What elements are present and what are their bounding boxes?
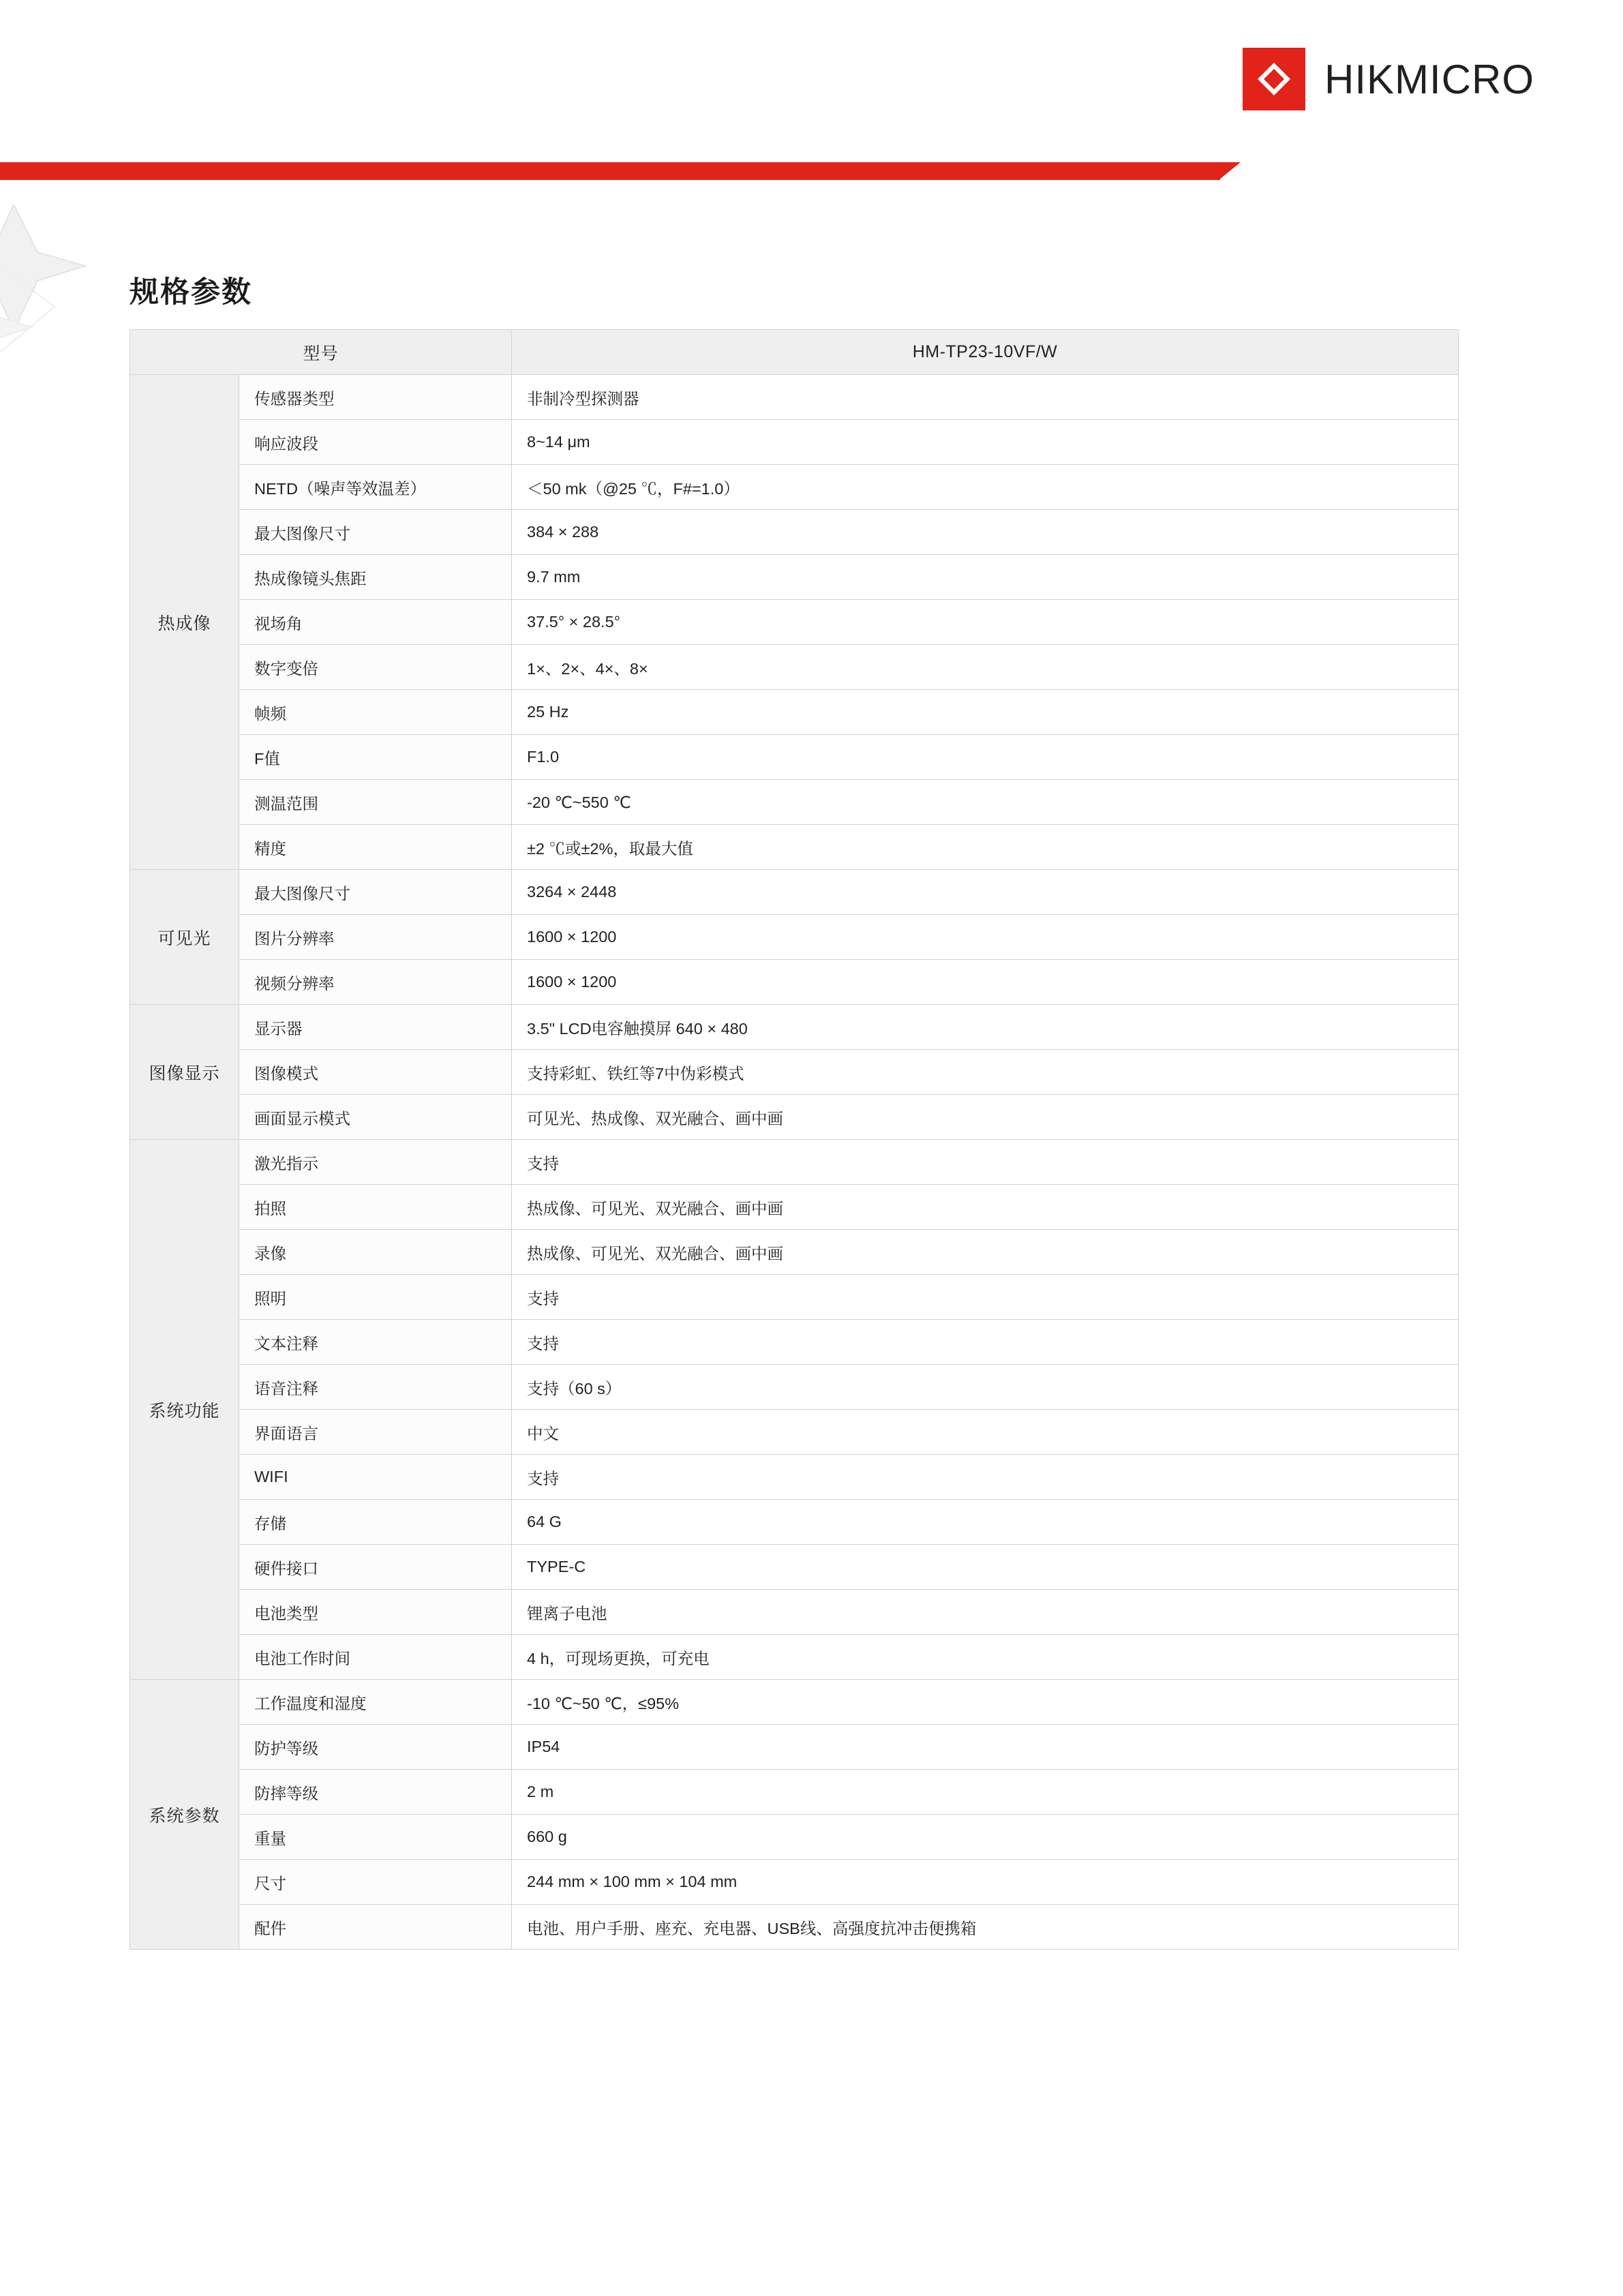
parameter-name: F值 [239,735,512,780]
table-row [130,645,1459,690]
parameter-name: 电池工作时间 [239,1635,512,1680]
parameter-name: 防摔等级 [239,1770,512,1815]
table-row [130,1815,1459,1860]
parameter-name: 文本注释 [239,1320,512,1365]
table-row [130,1545,1459,1590]
parameter-name: 最大图像尺寸 [239,870,512,915]
table-row [130,1185,1459,1230]
parameter-value: 2 m [512,1770,1459,1815]
parameter-name: 尺寸 [239,1860,512,1905]
parameter-value: ±2 ℃或±2%，取最大值 [512,825,1459,870]
table-row [130,780,1459,825]
table-row [130,1455,1459,1500]
table-row [130,1725,1459,1770]
table-row [130,1410,1459,1455]
parameter-value: TYPE-C [512,1545,1459,1590]
brand-logo [1243,48,1534,110]
table-row [130,1050,1459,1095]
parameter-value: 4 h，可现场更换，可充电 [512,1635,1459,1680]
parameter-value: 8~14 μm [512,420,1459,465]
star-watermark [0,205,130,409]
parameter-name: 数字变倍 [239,645,512,690]
parameter-value: 9.7 mm [512,555,1459,600]
table-row [130,1095,1459,1140]
parameter-value: 3264 × 2448 [512,870,1459,915]
table-row [130,1275,1459,1320]
parameter-value: 非制冷型探测器 [512,375,1459,420]
parameter-value: 37.5° × 28.5° [512,600,1459,645]
parameter-name: 传感器类型 [239,375,512,420]
parameter-name: 拍照 [239,1185,512,1230]
table-row [130,1680,1459,1725]
parameter-name: 视场角 [239,600,512,645]
parameter-value: IP54 [512,1725,1459,1770]
parameter-value: 支持 [512,1455,1459,1500]
table-row [130,735,1459,780]
brand-name: HIKMICRO [1324,56,1534,102]
parameter-name: 显示器 [239,1005,512,1050]
header-red-bar-tail [1219,162,1241,180]
table-row [130,1230,1459,1275]
group-label: 图像显示 [130,1005,239,1140]
parameter-name: 电池类型 [239,1590,512,1635]
table-row [130,1365,1459,1410]
parameter-value: -20 ℃~550 ℃ [512,780,1459,825]
header-red-bar [0,162,1220,180]
parameter-name: 硬件接口 [239,1545,512,1590]
table-row [130,420,1459,465]
parameter-value: 中文 [512,1410,1459,1455]
group-label: 热成像 [130,375,239,870]
parameter-name: 最大图像尺寸 [239,510,512,555]
parameter-name: 热成像镜头焦距 [239,555,512,600]
parameter-value: 1600 × 1200 [512,915,1459,960]
header-model-label: 型号 [130,330,512,375]
page-title: 规格参数 [130,276,252,309]
group-label: 系统功能 [130,1140,239,1680]
parameter-value: 1600 × 1200 [512,960,1459,1005]
parameter-value: 电池、用户手册、座充、充电器、USB线、高强度抗冲击便携箱 [512,1905,1459,1950]
parameter-value: 热成像、可见光、双光融合、画中画 [512,1185,1459,1230]
parameter-name: 图片分辨率 [239,915,512,960]
parameter-name: 测温范围 [239,780,512,825]
parameter-value: 支持彩虹、铁红等7中伪彩模式 [512,1050,1459,1095]
parameter-name: 帧频 [239,690,512,735]
table-row [130,375,1459,420]
parameter-name: 响应波段 [239,420,512,465]
parameter-value: 64 G [512,1500,1459,1545]
table-header-row [130,330,1459,375]
parameter-value: 660 g [512,1815,1459,1860]
table-row [130,555,1459,600]
parameter-value: 1×、2×、4×、8× [512,645,1459,690]
parameter-value: 支持 [512,1275,1459,1320]
parameter-name: 界面语言 [239,1410,512,1455]
parameter-value: F1.0 [512,735,1459,780]
parameter-name: 视频分辨率 [239,960,512,1005]
parameter-value: 支持 [512,1140,1459,1185]
group-label: 可见光 [130,870,239,1005]
parameter-name: 语音注释 [239,1365,512,1410]
parameter-name: 图像模式 [239,1050,512,1095]
group-label: 系统参数 [130,1680,239,1950]
table-row [130,600,1459,645]
parameter-name: 照明 [239,1275,512,1320]
table-row [130,825,1459,870]
parameter-name: NETD（噪声等效温差） [239,465,512,510]
table-row [130,1140,1459,1185]
parameter-value: 384 × 288 [512,510,1459,555]
parameter-value: ＜50 mk（@25 ℃，F#=1.0） [512,465,1459,510]
parameter-value: 3.5" LCD电容触摸屏 640 × 480 [512,1005,1459,1050]
parameter-value: -10 ℃~50 ℃，≤95% [512,1680,1459,1725]
parameter-name: 录像 [239,1230,512,1275]
parameter-value: 热成像、可见光、双光融合、画中画 [512,1230,1459,1275]
parameter-value: 支持（60 s） [512,1365,1459,1410]
table-row [130,510,1459,555]
parameter-value: 支持 [512,1320,1459,1365]
table-row [130,915,1459,960]
parameter-name: 配件 [239,1905,512,1950]
table-row [130,870,1459,915]
table-row [130,1770,1459,1815]
parameter-name: 工作温度和湿度 [239,1680,512,1725]
table-row [130,1905,1459,1950]
table-row [130,1590,1459,1635]
parameter-value: 25 Hz [512,690,1459,735]
parameter-name: 重量 [239,1815,512,1860]
parameter-name: 存储 [239,1500,512,1545]
table-row [130,1860,1459,1905]
parameter-name: 画面显示模式 [239,1095,512,1140]
parameter-value: 锂离子电池 [512,1590,1459,1635]
header-model-value: HM-TP23-10VF/W [512,330,1459,375]
parameter-name: 防护等级 [239,1725,512,1770]
parameter-name: 激光指示 [239,1140,512,1185]
table-row [130,690,1459,735]
table-row [130,1635,1459,1680]
table-row [130,465,1459,510]
table-row [130,1005,1459,1050]
parameter-name: WIFI [239,1455,512,1500]
specifications-table [130,329,1459,1950]
parameter-value: 可见光、热成像、双光融合、画中画 [512,1095,1459,1140]
table-row [130,960,1459,1005]
table-row [130,1500,1459,1545]
table-row [130,1320,1459,1365]
hikmicro-diamond-logo-icon [1243,48,1305,110]
parameter-value: 244 mm × 100 mm × 104 mm [512,1860,1459,1905]
parameter-name: 精度 [239,825,512,870]
